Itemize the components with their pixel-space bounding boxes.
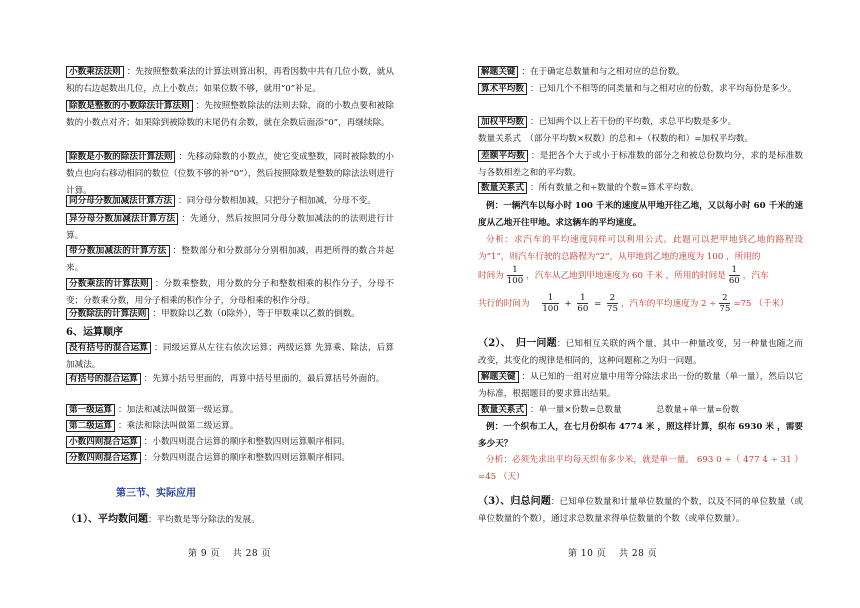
right-page [478, 0, 803, 608]
term-box: 异分母分数加减法计算方法 [66, 213, 178, 225]
term-box: 解题关键 [478, 371, 519, 383]
weighted-mean: 加权平均数 ：已知两个以上若干份的平均数，求总平均数是多少。 [478, 114, 803, 131]
fraction-mixed-op: 分数四则混合运算 ：分数四则混合运算的顺序和整数四则运算顺序相同。 [66, 450, 394, 467]
arithmetic-mean: 算术平均数 ：已知几个不相等的同类量和与之相对应的份数，求平均每份是多少。 [478, 81, 803, 98]
average-problem: （1）、平均数问题：平均数是等分除法的发展。 [66, 514, 260, 525]
bracket-rule: 有括号的混合运算 ：先算小括号里面的，再算中括号里面的，最后算括号外面的。 [66, 371, 394, 388]
decimal-mixed-op: 小数四则混合运算 ：小数四则混合运算的顺序和整数四则运算顺序相同。 [66, 434, 394, 451]
diff-denominator-rule: 异分母分数加减法计算方法 ：先通分，然后按照同分母分数加减法的的法则进行计算。 [66, 214, 394, 241]
fraction-divide-rule: 分数除法的计算法则 ：甲数除以乙数（0除外），等于甲数乘以乙数的倒数。 [66, 306, 394, 323]
term-box: 算术平均数 [478, 83, 527, 95]
mixed-fraction-rule: 带分数加减法的计算方法 ：整数部分和分数部分分别相加减，再把所得的数合并起来。 [66, 246, 394, 273]
term-box: 加权平均数 [478, 116, 527, 128]
quantity-relation-2: 数量关系式 ：单一量×份数=总数量 总数量÷单一量=份数 [478, 402, 803, 419]
page-number-right: 第 10 页 共 28 页 [568, 549, 658, 559]
term-box: 小数乘法法则 [66, 66, 124, 78]
page-number-left: 第 9 页 共 28 页 [188, 549, 271, 559]
decimal-divide-decimal-rule: 除数是小数的除法计算法则 ：先移动除数的小数点，使它变成整数，同时被除数的小数点也向右移动相同的数位（位数不够的补“0”），然后按照除数是整数的除法法则进行计算。 [66, 152, 394, 196]
term-box: 解题关键 [478, 66, 518, 78]
section-title: 第三节、实际应用 [116, 488, 196, 499]
fraction: $\frac{2}{75}$ [719, 293, 731, 314]
fraction: $\frac{1}{60}$ [728, 265, 740, 286]
subheading: （2）、 归一问题 [478, 338, 557, 349]
decimal-divide-integer-rule: 除数是整数的小数除法计算法则 ：先按照整数除法的法则去除，商的小数点要和被除数的小数点对齐；如果除到被除数的末尾仍有余数，就在余数后面添“0”，再继续除。 [66, 101, 394, 128]
fraction-multiply-rule: 分数乘法的计算法则 ：分数乘整数，用分数的分子和整数相乘的积作分子，分母不变；分数乘分数，用分子相乘的积作分子，分母相乘的积作分母。 [66, 279, 394, 306]
term-box: 有括号的混合运算 [66, 373, 141, 385]
quantity-relation: 数量关系式 ：所有数量之和÷数量的个数=算术平均数。 [478, 180, 803, 197]
fraction: $\frac{1}{60}$ [577, 293, 589, 314]
term-box: 同分母分数加减法计算方法 [66, 195, 175, 207]
analysis-1: 分析：求汽车的平均速度同样可以利用公式。此题可以把甲地到乙地的路程设为“1”，则汽车行驶的总路程为“2”，从甲地到乙地的速度为 100 ，所用的 [478, 235, 803, 262]
term-box: 分数四则混合运算 [66, 452, 141, 464]
term-box: 数量关系式 [478, 182, 527, 194]
example-1: 例：一辆汽车以每小时 100 千米的速度从甲地开往乙地，又以每小时 60 千米的速度从乙地开往甲地。求这辆车的平均速度。 [478, 201, 803, 228]
analysis-1-line3: 时间为 $\frac{1}{100}$ ，汽车从乙地到甲地速度为 60 千米 ，所用的时间是 $\frac{1}{60}$ ，汽车 [478, 265, 769, 286]
second-level-op: 第二级运算 ：乘法和除法叫做第二级运算。 [66, 418, 394, 435]
term-box: 差额平均数 [478, 150, 528, 162]
subheading: （1）、平均数问题 [66, 514, 148, 525]
term-box: 分数乘法的计算法则 [66, 278, 152, 290]
fraction: $\frac{2}{75}$ [607, 293, 618, 314]
weighted-formula: 数量关系式 （部分平均数×权数）的总和÷（权数的和）=加权平均数。 [478, 134, 754, 144]
decimal-multiply-rule: 小数乘法法则 ：先按照整数乘法的计算法则算出积，再看因数中共有几位小数，就从积的右边起数出几位，点上小数点；如果位数不够，就用“0”补足。 [66, 67, 394, 94]
same-denominator-rule: 同分母分数加减法计算方法 ：同分母分数相加减，只把分子相加减，分母不变。 [66, 193, 394, 210]
term-box: 除数是整数的小数除法计算法则 [66, 100, 193, 112]
term-box: 小数四则混合运算 [66, 436, 141, 448]
example-2: 例：一个织布工人，在七月份织布 4774 米 ，照这样计算，织布 6930 米 ，需要多少天？ [478, 422, 803, 449]
term-box: 数量关系式 [478, 404, 527, 416]
normalization-problem: （2）、 归一问题：已知相互关联的两个量，其中一种量改变，另一种量也随之而改变，其变化的规律是相同的，这种问题称之为归一问题。 [478, 338, 803, 366]
no-bracket-rule: 没有括号的混合运算 ：同级运算从左往右依次运算；两级运算 先算乘、除法，后算加减法。 [66, 343, 394, 370]
term-box: 除数是小数的除法计算法则 [66, 151, 175, 163]
term-box: 带分数加减法的计算方法 [66, 245, 170, 257]
subheading: （3）、归总问题 [478, 496, 551, 507]
section-heading-6: 6、运算顺序 [66, 327, 123, 338]
fraction: $\frac{1}{100}$ [542, 293, 559, 314]
term-box: 没有括号的混合运算 [66, 342, 151, 354]
term-box: 第二级运算 [66, 420, 115, 432]
fraction: $\frac{1}{100}$ [506, 265, 524, 286]
analysis-1-line4: 共行的时间为 $\frac{1}{100}$ + $\frac{1}{60}$ = $\frac{2}{75}$ ，汽车的平均速度为 2 ÷ $\frac{2}{75}$ =75 （千米） [478, 293, 789, 314]
left-page [66, 0, 394, 608]
term-box: 第一级运算 [66, 404, 115, 416]
totalization-problem: （3）、归总问题：已知单位数量和计量单位数量的个数，以及不同的单位数量（或单位数量的个数），通过求总数量求得单位数量的个数（或单位数量）。 [478, 496, 803, 524]
key-to-solution: 解题关键 ：在于确定总数量和与之相对应的总份数。 [478, 64, 803, 81]
difference-mean: 差额平均数 ：是把各个大于或小于标准数的部分之和被总份数均分，求的是标准数与各数相差之和的平均数。 [478, 151, 803, 178]
analysis-2: 分析：必须先求出平均每天织布多少米，就是单一量。 693 0 ÷（ 477 4 ÷ 31 ）=45 （天） [478, 455, 803, 482]
first-level-op: 第一级运算 ：加法和减法叫做第一级运算。 [66, 402, 394, 419]
key-to-solution-2: 解题关键 ：从已知的一组对应量中用等分除法求出一份的数量（单一量），然后以它为标准，根据题目的要求算出结果。 [478, 372, 803, 399]
term-box: 分数除法的计算法则 [66, 308, 149, 320]
